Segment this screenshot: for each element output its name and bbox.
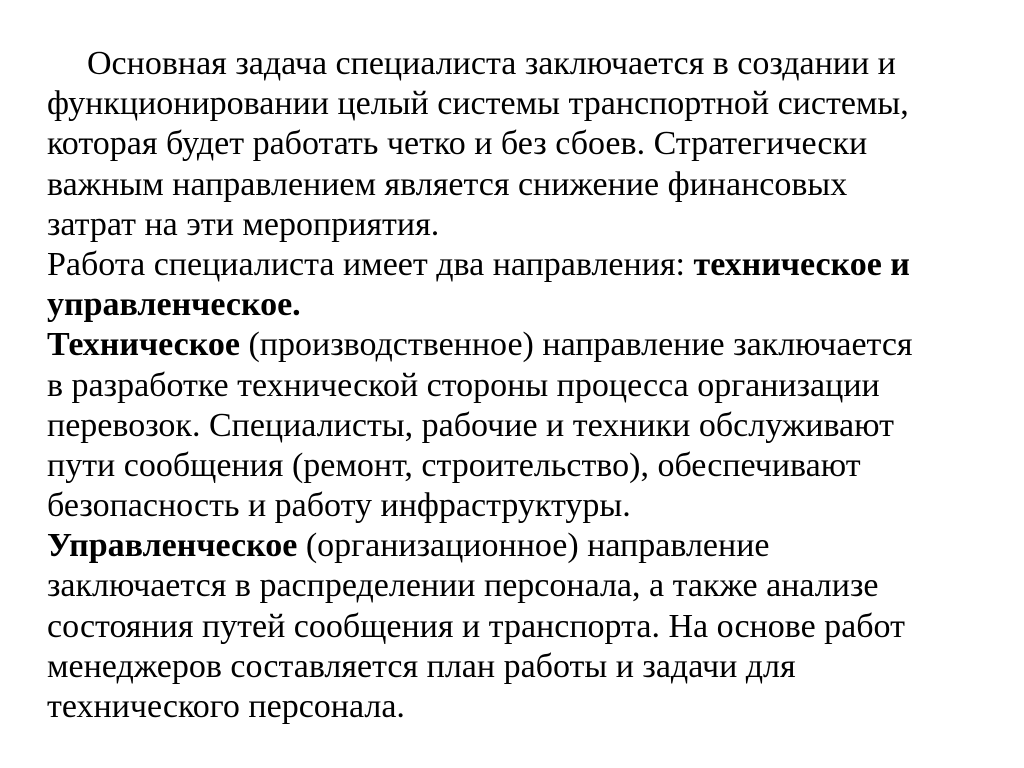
directions-bold-text: техническое и: [693, 245, 910, 283]
directions-intro-text: Работа специалиста имеет два направления:: [47, 245, 694, 283]
text-line: [47, 285, 987, 325]
text-line: Основная задача специалиста заключается в создании и: [87, 45, 896, 82]
text-line: затрат на эти мероприятия.: [47, 205, 440, 243]
management-description: (организационное) направление: [297, 527, 770, 565]
text-line: пути сообщения (ремонт, строительство), обеспечивают: [47, 446, 861, 484]
text-line: в разработке технической стороны процесса организации: [47, 366, 880, 404]
text-line: менеджеров составляется план работы и задачи для: [47, 647, 796, 685]
text-line: состояния путей сообщения и транспорта. На основе работ: [47, 607, 905, 645]
slide-body-text: [47, 44, 987, 727]
text-line: [47, 526, 987, 566]
text-line: важным направлением является снижение финансовых: [47, 165, 848, 203]
text-line: заключается в распределении персонала, а также анализе: [47, 567, 879, 605]
text-line: технического персонала.: [47, 688, 405, 725]
text-line: безопасность и работу инфраструктуры.: [47, 487, 631, 525]
management-term: Управленческое: [47, 527, 298, 565]
technical-description: (производственное) направление заключается: [239, 326, 913, 364]
text-line: которая будет работать четко и без сбоев. Стратегически: [47, 125, 868, 163]
technical-term: Техническое: [47, 326, 240, 364]
text-line: функционировании целый системы транспортной системы,: [47, 85, 909, 123]
text-line: [47, 325, 987, 365]
text-line: перевозок. Специалисты, рабочие и техники обслуживают: [47, 406, 894, 444]
text-line: [47, 245, 987, 285]
directions-bold-text: управленческое.: [47, 286, 301, 324]
